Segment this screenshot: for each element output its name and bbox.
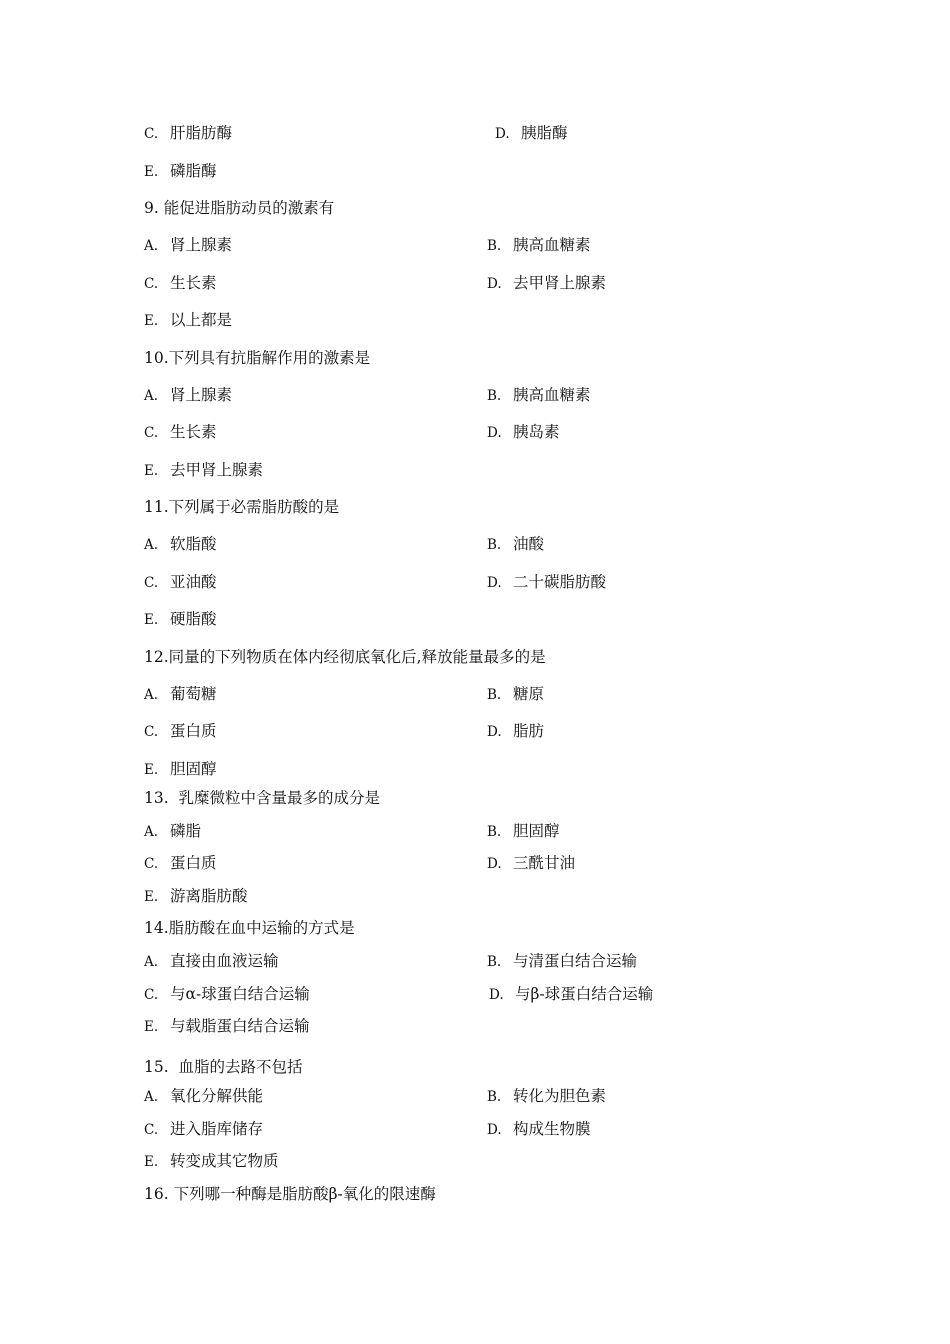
- question-number: 11.: [144, 498, 169, 516]
- option-label: D.: [487, 1122, 502, 1138]
- option-text: 肾上腺素: [170, 386, 233, 404]
- option-text: 蛋白质: [170, 854, 217, 872]
- option-text: 胰岛素: [513, 423, 560, 441]
- option-14-b: [487, 951, 637, 972]
- option-text: 三酰甘油: [513, 854, 576, 872]
- option-label: A.: [144, 824, 159, 840]
- option-text: 蛋白质: [170, 722, 217, 740]
- option-9-d: [487, 273, 606, 294]
- option-15-d: [487, 1119, 591, 1140]
- option-text: 转变成其它物质: [170, 1152, 279, 1170]
- option-text: 磷脂: [170, 822, 202, 840]
- option-11-e: [144, 609, 217, 630]
- option-9-b: [487, 235, 591, 256]
- option-label: A.: [144, 238, 159, 254]
- option-text: 生长素: [170, 274, 217, 292]
- option-12-d: [487, 721, 544, 742]
- question-10: [144, 348, 370, 368]
- option-8-e: [144, 161, 217, 182]
- question-text: 下列哪一种酶是脂肪酸β-氧化的限速酶: [173, 1185, 436, 1203]
- option-13-c: [144, 853, 217, 874]
- option-text: 去甲肾上腺素: [170, 461, 264, 479]
- option-9-c: [144, 273, 217, 294]
- question-text: 乳糜微粒中含量最多的成分是: [178, 789, 381, 807]
- option-10-b: [487, 385, 591, 406]
- option-text: 葡萄糖: [170, 685, 217, 703]
- option-label: B.: [487, 824, 502, 840]
- question-number: 16.: [144, 1185, 169, 1203]
- option-label: E.: [144, 762, 159, 778]
- option-text: 硬脂酸: [170, 610, 217, 628]
- question-13: [144, 788, 380, 808]
- option-text: 游离脂肪酸: [170, 887, 248, 905]
- option-text: 磷脂酶: [170, 162, 217, 180]
- option-text: 与载脂蛋白结合运输: [170, 1017, 310, 1035]
- option-10-a: [144, 385, 232, 406]
- question-9: [144, 198, 334, 218]
- question-number: 14.: [144, 919, 169, 937]
- option-label: A.: [144, 954, 159, 970]
- option-label: D.: [487, 425, 502, 441]
- option-label: B.: [487, 1089, 502, 1105]
- option-label: E.: [144, 463, 159, 479]
- option-text: 氧化分解供能: [170, 1087, 264, 1105]
- option-10-c: [144, 422, 217, 443]
- option-11-a: [144, 534, 217, 555]
- option-text: 进入脂库储存: [170, 1120, 264, 1138]
- option-15-e: [144, 1151, 279, 1172]
- option-label: E.: [144, 1154, 159, 1170]
- option-12-c: [144, 721, 217, 742]
- option-text: 肾上腺素: [170, 236, 233, 254]
- option-13-e: [144, 886, 248, 907]
- option-text: 肝脂肪酶: [170, 124, 233, 142]
- option-text: 胰高血糖素: [513, 236, 591, 254]
- option-15-b: [487, 1086, 606, 1107]
- option-text: 亚油酸: [170, 573, 217, 591]
- question-12: [144, 647, 546, 667]
- option-text: 直接由血液运输: [170, 952, 279, 970]
- option-label: A.: [144, 1089, 159, 1105]
- option-text: 与β-球蛋白结合运输: [515, 985, 654, 1003]
- option-14-a: [144, 951, 279, 972]
- option-text: 胆固醇: [513, 822, 560, 840]
- option-label: C.: [144, 126, 159, 142]
- option-text: 油酸: [513, 535, 545, 553]
- option-label: D.: [495, 126, 510, 142]
- option-text: 去甲肾上腺素: [513, 274, 607, 292]
- option-9-e: [144, 310, 232, 331]
- option-label: B.: [487, 388, 502, 404]
- option-12-b: [487, 684, 544, 705]
- option-label: B.: [487, 954, 502, 970]
- option-text: 软脂酸: [170, 535, 217, 553]
- option-text: 胰高血糖素: [513, 386, 591, 404]
- option-text: 与α-球蛋白结合运输: [170, 985, 310, 1003]
- option-text: 脂肪: [513, 722, 545, 740]
- question-number: 15.: [144, 1058, 169, 1076]
- option-label: E.: [144, 164, 159, 180]
- option-label: E.: [144, 313, 159, 329]
- option-15-a: [144, 1086, 263, 1107]
- question-number: 13.: [144, 789, 169, 807]
- option-14-c: [144, 984, 310, 1005]
- option-label: C.: [144, 724, 159, 740]
- option-label: E.: [144, 612, 159, 628]
- question-16: [144, 1184, 436, 1204]
- option-label: C.: [144, 987, 159, 1003]
- option-text: 以上都是: [170, 311, 233, 329]
- option-text: 糖原: [513, 685, 545, 703]
- option-label: D.: [487, 276, 502, 292]
- option-11-d: [487, 572, 606, 593]
- option-14-e: [144, 1016, 310, 1037]
- question-text: 下列属于必需脂肪酸的是: [168, 498, 340, 516]
- question-11: [144, 497, 339, 517]
- option-label: C.: [144, 575, 159, 591]
- option-text: 构成生物膜: [513, 1120, 591, 1138]
- option-label: A.: [144, 687, 159, 703]
- option-14-d: [489, 984, 653, 1005]
- option-label: C.: [144, 425, 159, 441]
- option-label: C.: [144, 856, 159, 872]
- option-11-b: [487, 534, 544, 555]
- option-label: A.: [144, 388, 159, 404]
- question-number: 9.: [144, 199, 159, 217]
- question-number: 12.: [144, 648, 169, 666]
- option-label: D.: [487, 724, 502, 740]
- question-text: 脂肪酸在血中运输的方式是: [168, 919, 355, 937]
- option-label: B.: [487, 537, 502, 553]
- option-text: 生长素: [170, 423, 217, 441]
- option-11-c: [144, 572, 217, 593]
- option-text: 胆固醇: [170, 760, 217, 778]
- option-text: 胰脂酶: [521, 124, 568, 142]
- option-8-c: [144, 123, 232, 144]
- option-10-d: [487, 422, 560, 443]
- option-text: 转化为胆色素: [513, 1087, 607, 1105]
- option-9-a: [144, 235, 232, 256]
- question-text: 下列具有抗脂解作用的激素是: [168, 349, 371, 367]
- option-label: C.: [144, 1122, 159, 1138]
- option-label: D.: [487, 856, 502, 872]
- option-text: 二十碳脂肪酸: [513, 573, 607, 591]
- option-label: E.: [144, 1019, 159, 1035]
- question-text: 同量的下列物质在体内经彻底氧化后,释放能量最多的是: [168, 648, 546, 666]
- option-label: D.: [487, 575, 502, 591]
- question-number: 10.: [144, 349, 169, 367]
- option-label: B.: [487, 238, 502, 254]
- option-label: E.: [144, 889, 159, 905]
- option-text: 与清蛋白结合运输: [513, 952, 638, 970]
- option-8-d: [495, 123, 568, 144]
- option-label: B.: [487, 687, 502, 703]
- option-15-c: [144, 1119, 263, 1140]
- question-14: [144, 918, 355, 938]
- option-label: A.: [144, 537, 159, 553]
- option-12-e: [144, 759, 217, 780]
- question-text: 血脂的去路不包括: [178, 1058, 303, 1076]
- option-13-b: [487, 821, 560, 842]
- question-text: 能促进脂肪动员的激素有: [163, 199, 335, 217]
- option-13-a: [144, 821, 201, 842]
- option-10-e: [144, 460, 263, 481]
- option-13-d: [487, 853, 575, 874]
- option-label: C.: [144, 276, 159, 292]
- option-12-a: [144, 684, 217, 705]
- option-label: D.: [489, 987, 504, 1003]
- question-15: [144, 1057, 303, 1077]
